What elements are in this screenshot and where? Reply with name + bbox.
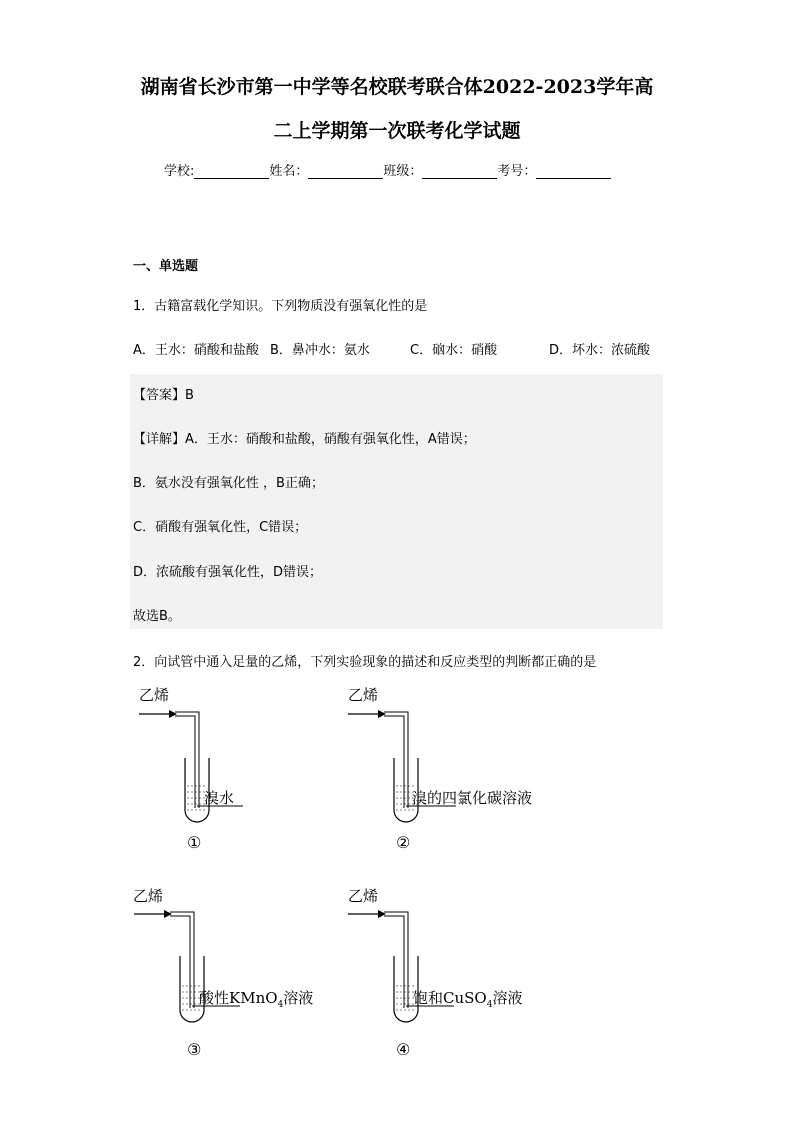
apparatus-number: ② — [396, 833, 411, 852]
name-blank[interactable] — [308, 164, 383, 179]
q1-option-c: C．硇水：硝酸 — [410, 343, 498, 358]
doc-title-line1: 湖南省长沙市第一中学等名校联考联合体2022-2023学年高 — [140, 76, 654, 98]
reagent-text: 溶液 — [283, 989, 314, 1007]
reagent-text: 酸性KMnO — [199, 989, 278, 1007]
q1-detail-line: B．氨水没有强氧化性 ，B正确； — [133, 476, 324, 491]
q1-stem: 1．古籍富载化学知识。下列物质没有强氧化性的是 — [133, 299, 428, 314]
reagent-label: 溴水 — [204, 789, 235, 807]
gas-label: 乙烯 — [348, 686, 379, 704]
reagent-text: 饱和CuSO — [413, 989, 487, 1007]
apparatus-number: ① — [187, 833, 202, 852]
gas-label: 乙烯 — [139, 686, 170, 704]
id-label: 考号： — [497, 164, 537, 179]
reagent-label — [199, 987, 313, 1010]
q1-detail-line: 故选B。 — [133, 609, 181, 624]
apparatus-number: ④ — [396, 1040, 411, 1059]
name-label: 姓名： — [269, 164, 309, 179]
reagent-text: 溶液 — [492, 989, 523, 1007]
q1-option-d: D．坏水：浓硫酸 — [549, 343, 651, 358]
q1-option-b: B．鼻冲水：氨水 — [270, 343, 370, 358]
school-label: 学校: — [164, 164, 195, 179]
reagent-subscript: 4 — [486, 1000, 493, 1010]
q1-answer: 【答案】B — [133, 388, 194, 403]
doc-title-line2: 二上学期第一次联考化学试题 — [273, 120, 521, 142]
reagent-subscript: 4 — [277, 1000, 284, 1010]
school-blank[interactable] — [194, 164, 269, 179]
q1-detail-line: D．浓硫酸有强氧化性，D错误； — [133, 565, 323, 580]
apparatus-number: ③ — [187, 1040, 202, 1059]
class-blank[interactable] — [422, 164, 497, 179]
gas-label: 乙烯 — [133, 887, 164, 905]
id-blank[interactable] — [536, 164, 611, 179]
reagent-label — [413, 987, 522, 1010]
class-label: 班级： — [383, 164, 423, 179]
reagent-label: 溴的四氯化碳溶液 — [412, 789, 533, 807]
gas-label: 乙烯 — [348, 887, 379, 905]
q1-detail-line: C．硝酸有强氧化性，C错误； — [133, 520, 308, 535]
section-title: 一、单选题 — [133, 259, 199, 274]
q2-stem: 2．向试管中通入足量的乙烯，下列实验现象的描述和反应类型的判断都正确的是 — [133, 655, 597, 670]
q1-option-a: A．王水：硝酸和盐酸 — [133, 343, 259, 358]
student-info-row — [164, 160, 611, 179]
q1-detail-line: 【详解】A．王水：硝酸和盐酸，硝酸有强氧化性，A错误； — [133, 432, 476, 447]
test-tube-apparatus-1 — [135, 700, 255, 825]
answer-block — [130, 374, 663, 629]
